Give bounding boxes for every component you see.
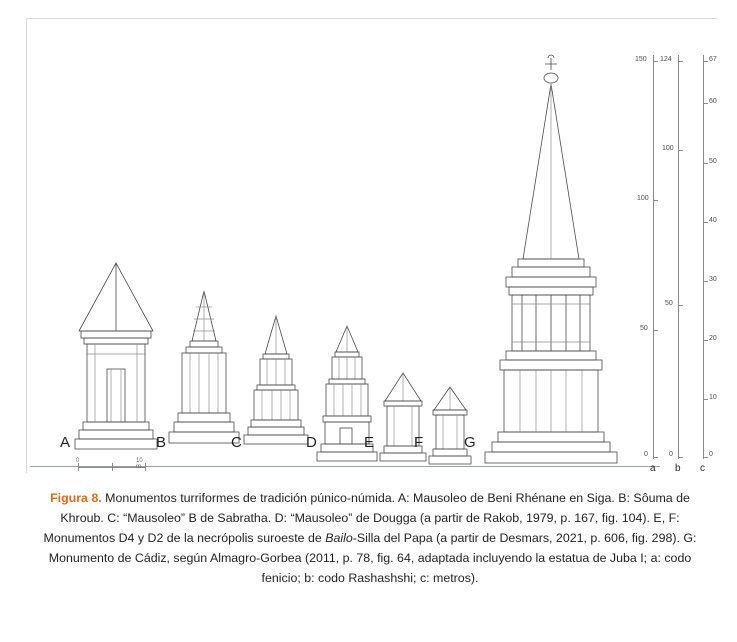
axis-a-tick-0: [653, 457, 658, 458]
axis-b-name: b: [675, 463, 681, 474]
monument-label-c: C: [231, 434, 242, 451]
monument-label-f: F: [414, 434, 424, 451]
axis-c-tick-67: [703, 61, 708, 62]
monument-c-drawing: [241, 314, 311, 472]
axis-a-tick-100: [653, 200, 658, 201]
scale-tick-mid: [112, 463, 113, 471]
axis-b-label-124: 124: [660, 56, 672, 63]
axis-b-tick-124: [678, 61, 683, 62]
axis-a-label-0: 0: [644, 451, 648, 458]
axis-b-tick-0: [678, 457, 683, 458]
axis-c-label-10: 10: [709, 394, 717, 401]
figure-illustration: [26, 19, 716, 474]
scale-tick-start: [78, 463, 79, 471]
axis-c-tick-0: [703, 457, 708, 458]
axis-c-tick-40: [703, 222, 708, 223]
axis-c-label-60: 60: [709, 98, 717, 105]
monument-e-drawing: [376, 369, 430, 471]
caption-line-4: G: Monumento de Cádiz, según Almagro-Gorbea (2011, p. 78, fig. 64, adaptada incluyendo la estatua de Juba I; a:: [48, 531, 697, 565]
figure-caption: [40, 488, 700, 588]
axis-c-tick-50: [703, 163, 708, 164]
monument-a-drawing: [71, 259, 161, 469]
axis-b-label-50: 50: [665, 300, 673, 307]
axis-c-tick-60: [703, 103, 708, 104]
monument-label-e: E: [364, 434, 375, 451]
scale-bar-end-label: 10 m: [136, 458, 143, 470]
axis-c-label-30: 30: [709, 276, 717, 283]
axis-b-tick-100: [678, 150, 683, 151]
axis-a-line: [653, 55, 654, 459]
axis-c-label-20: 20: [709, 335, 717, 342]
caption-lead: Figura 8.: [50, 491, 102, 505]
axis-a-label-100: 100: [637, 195, 649, 202]
axis-c-label-67: 67: [709, 56, 717, 63]
axis-c-label-40: 40: [709, 217, 717, 224]
monument-label-d: D: [306, 434, 317, 451]
axis-a-label-150: 150: [635, 56, 647, 63]
axis-b-label-100: 100: [662, 145, 674, 152]
caption-italic-bailo: Bailo: [325, 531, 353, 545]
monument-label-g: G: [464, 434, 476, 451]
axis-b-label-0: 0: [669, 451, 673, 458]
axis-c-name: c: [700, 463, 705, 474]
axis-c-label-50: 50: [709, 158, 717, 165]
axis-a-label-50: 50: [640, 325, 648, 332]
axis-a-tick-150: [653, 61, 658, 62]
axis-c-label-0: 0: [709, 451, 713, 458]
scale-bar: [76, 458, 146, 472]
axis-c-tick-10: [703, 399, 708, 400]
scale-bar-start-label: 0: [76, 458, 80, 464]
monument-g-drawing: [476, 54, 626, 472]
monument-f-drawing: [426, 384, 474, 472]
monument-label-a: A: [60, 434, 71, 451]
caption-line-1: Monumentos turriformes de tradición púnico-númida. A: Mausoleo de Beni Rhénane en Siga. B: Sôuma: [101, 491, 673, 505]
caption-line-5: codo fenicio; b: codo Rashashshi; c: metros).: [261, 551, 692, 585]
vertical-rulers: [635, 55, 717, 475]
caption-line-3a: Monumentos D4 y D2 de la necrópolis suroeste de: [43, 531, 326, 545]
axis-a-tick-50: [653, 330, 658, 331]
caption-line-3c: -Silla del Papa (a partir de Desmars, 2021, p. 606, fig. 298).: [352, 531, 680, 545]
monument-label-b: B: [156, 434, 167, 451]
axis-b-tick-50: [678, 305, 683, 306]
axis-c-tick-30: [703, 281, 708, 282]
caption-line-2: de Khroub. C: “Mausoleo” B de Sabratha. D: “Mausoleo” de Dougga (a partir de Rakob, 1979, p. 167, fig. 104). E, F:: [60, 491, 690, 525]
axis-c-tick-20: [703, 340, 708, 341]
axis-b-line: [678, 55, 679, 459]
axis-a-name: a: [650, 463, 656, 474]
